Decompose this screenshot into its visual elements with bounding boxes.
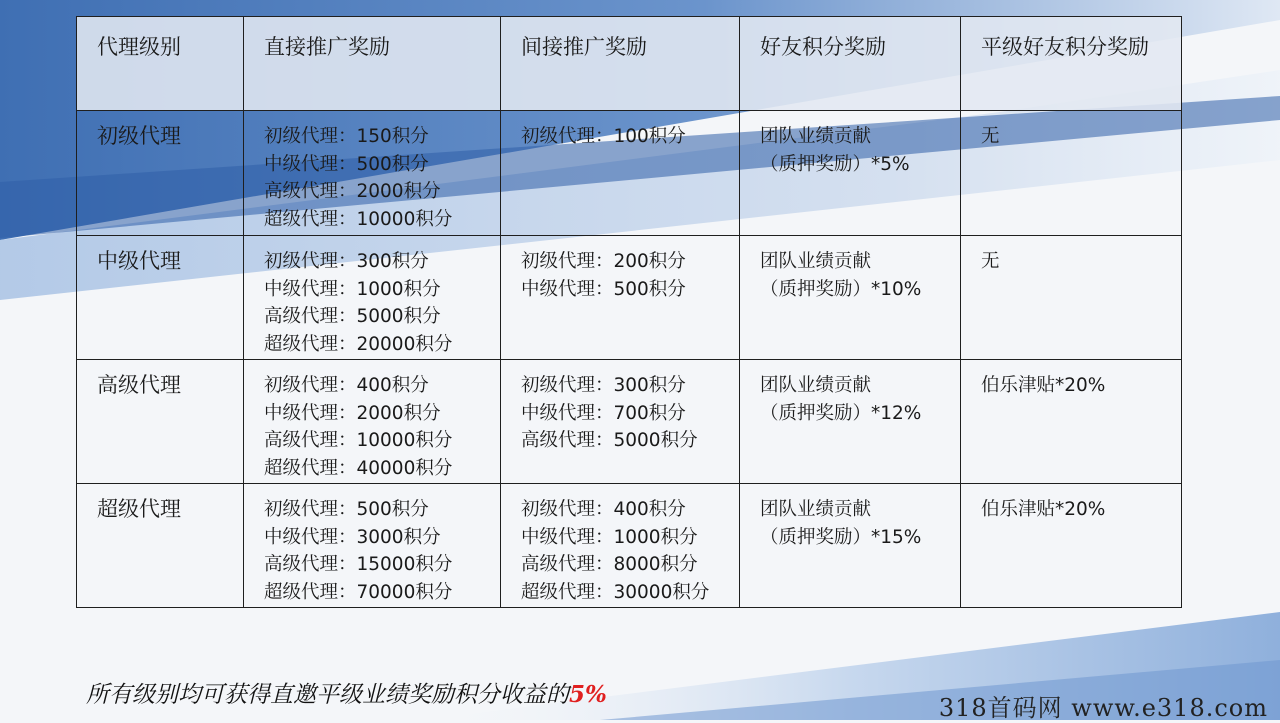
reward-line: 中级代理：2000积分 — [264, 402, 441, 424]
reward-line: 初级代理：400积分 — [521, 499, 686, 520]
reward-line: 初级代理：400积分 — [264, 375, 429, 396]
header-direct-reward: 直接推广奖励 — [244, 17, 501, 111]
indirect-reward-cell — [501, 111, 740, 236]
header-agent-level: 代理级别 — [77, 17, 244, 111]
reward-line: 初级代理：150积分 — [264, 126, 429, 147]
agent-level-cell: 中级代理 — [77, 236, 244, 360]
footer-note — [86, 676, 607, 709]
reward-line: 团队业绩贡献 — [760, 499, 872, 520]
footer-note-text: 所有级别均可获得直邀平级业绩奖励积分收益的 — [86, 682, 569, 708]
friend-points-cell — [740, 484, 961, 608]
reward-line: 中级代理：3000积分 — [264, 526, 441, 548]
peer-friend-points-cell: 无 — [961, 236, 1182, 360]
peer-friend-points-cell: 无 — [961, 111, 1182, 236]
reward-line: 超级代理：30000积分 — [521, 581, 710, 603]
agent-reward-table — [76, 16, 1182, 608]
reward-line: 高级代理：5000积分 — [264, 306, 441, 327]
agent-level-cell: 超级代理 — [77, 484, 244, 608]
reward-line: 团队业绩贡献 — [760, 375, 872, 396]
table-row — [77, 484, 1182, 608]
watermark: 318首码网 www.e318.com — [938, 694, 1268, 722]
reward-line: （质押奖励）*12% — [760, 402, 922, 424]
reward-line: 高级代理：5000积分 — [521, 430, 698, 451]
reward-line: 超级代理：20000积分 — [264, 333, 453, 355]
reward-line: 团队业绩贡献 — [760, 126, 872, 147]
table-row — [77, 236, 1182, 360]
reward-line: 初级代理：300积分 — [264, 251, 429, 272]
reward-line: （质押奖励）*5% — [760, 153, 910, 175]
direct-reward-cell — [244, 484, 501, 608]
indirect-reward-cell — [501, 484, 740, 608]
reward-line: 高级代理：8000积分 — [521, 554, 698, 575]
reward-line: 超级代理：70000积分 — [264, 581, 453, 603]
table-row — [77, 360, 1182, 484]
indirect-reward-cell — [501, 360, 740, 484]
reward-line: 中级代理：500积分 — [521, 278, 686, 300]
reward-line: 超级代理：40000积分 — [264, 457, 453, 479]
reward-line: （质押奖励）*15% — [760, 526, 922, 548]
indirect-reward-cell — [501, 236, 740, 360]
reward-line: 团队业绩贡献 — [760, 251, 872, 272]
header-indirect-reward: 间接推广奖励 — [501, 17, 740, 111]
reward-line: 超级代理：10000积分 — [264, 208, 453, 230]
agent-level-cell: 高级代理 — [77, 360, 244, 484]
footer-note-highlight: 5% — [569, 681, 607, 708]
direct-reward-cell — [244, 236, 501, 360]
peer-friend-points-cell: 伯乐津贴*20% — [961, 360, 1182, 484]
reward-line: 中级代理：1000积分 — [264, 278, 441, 300]
table-row — [77, 111, 1182, 236]
friend-points-cell — [740, 360, 961, 484]
reward-line: 初级代理：300积分 — [521, 375, 686, 396]
reward-line: 高级代理：2000积分 — [264, 181, 441, 202]
direct-reward-cell — [244, 111, 501, 236]
reward-line: 中级代理：1000积分 — [521, 526, 698, 548]
header-friend-points: 好友积分奖励 — [740, 17, 961, 111]
friend-points-cell — [740, 236, 961, 360]
reward-line: 初级代理：100积分 — [521, 126, 686, 147]
peer-friend-points-cell: 伯乐津贴*20% — [961, 484, 1182, 608]
reward-line: 初级代理：500积分 — [264, 499, 429, 520]
table-header-row — [77, 17, 1182, 111]
direct-reward-cell — [244, 360, 501, 484]
header-peer-friend-points: 平级好友积分奖励 — [961, 17, 1182, 111]
reward-line: 高级代理：10000积分 — [264, 430, 453, 451]
reward-line: 高级代理：15000积分 — [264, 554, 453, 575]
reward-line: 中级代理：500积分 — [264, 153, 429, 175]
friend-points-cell — [740, 111, 961, 236]
reward-line: 初级代理：200积分 — [521, 251, 686, 272]
reward-line: 中级代理：700积分 — [521, 402, 686, 424]
agent-level-cell: 初级代理 — [77, 111, 244, 236]
reward-line: （质押奖励）*10% — [760, 278, 922, 300]
